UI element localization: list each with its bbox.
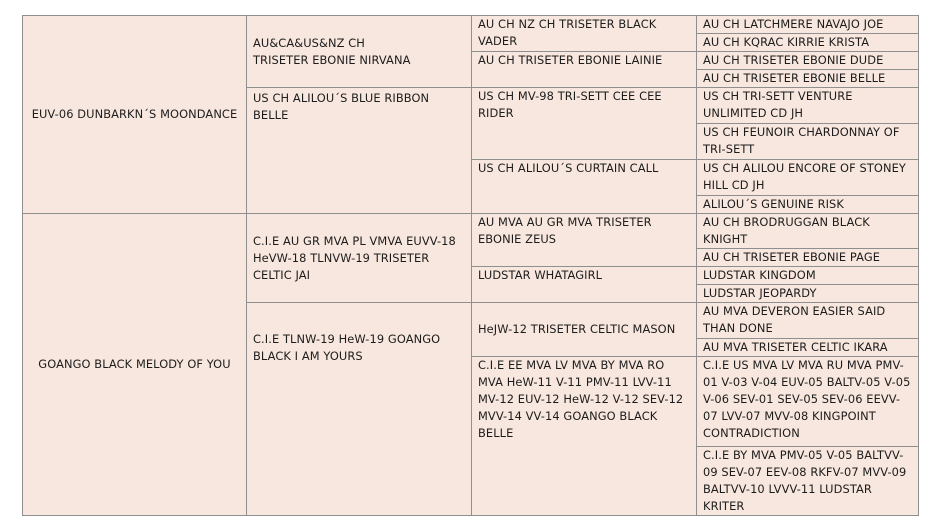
dam-name: GOANGO BLACK MELODY OF YOU [23,214,247,516]
dss-name: AU MVA AU GR MVA TRISETER EBONIE ZEUS [472,214,697,267]
sddd-name: ALILOU´S GENUINE RISK [697,196,919,214]
sire-sire-name: AU&CA&US&NZ CH TRISETER EBONIE NIRVANA [247,16,472,88]
sdds-name: US CH ALILOU ENCORE OF STONEY HILL CD JH [697,160,919,196]
ddds-name: C.I.E US MVA LV MVA RU MVA PMV-01 V-03 V-04 EUV-05 BALTV-05 V-05 V-06 SEV-01 SEV-05 SEV-06 EEVV-07 LVV-07 MVV-08 KINGPOINT CONTRADICTION [697,357,919,447]
sire-dam-label: US CH ALILOU´S BLUE RIBBON BELLE [253,91,430,122]
ssdd-name: AU CH TRISETER EBONIE BELLE [697,70,919,88]
dam-sire-name: C.I.E AU GR MVA PL VMVA EUVV-18 HeVW-18 TLNVW-19 TRISETER CELTIC JAI [247,214,472,303]
ddss-name: AU MVA DEVERON EASIER SAID THAN DONE [697,303,919,339]
dddd-name: C.I.E BY MVA PMV-05 V-05 BALTVV-09 SEV-07 EEV-08 RKFV-07 MVV-09 BALTVV-10 LVVV-11 LUDSTAR KRITER [697,447,919,516]
dssd-name: AU CH TRISETER EBONIE PAGE [697,249,919,267]
dsdd-name: LUDSTAR JEOPARDY [697,285,919,303]
dsds-name: LUDSTAR KINGDOM [697,267,919,285]
dsd-name: LUDSTAR WHATAGIRL [472,267,697,303]
sdsd-name: US CH FEUNOIR CHARDONNAY OF TRI-SETT [697,124,919,160]
ddsd-name: AU MVA TRISETER CELTIC IKARA [697,339,919,357]
sire-dam-name [247,88,472,214]
sds-name: US CH MV-98 TRI-SETT CEE CEE RIDER [472,88,697,160]
pedigree-table [22,15,919,516]
sire-name: EUV-06 DUNBARKN´S MOONDANCE [23,16,247,214]
sssd-name: AU CH KQRAC KIRRIE KRISTA [697,34,919,52]
sdss-name: US CH TRI-SETT VENTURE UNLIMITED CD JH [697,88,919,124]
ssss-name: AU CH LATCHMERE NAVAJO JOE [697,16,919,34]
dam-dam-name: C.I.E TLNW-19 HeW-19 GOANGO BLACK I AM YOURS [247,303,472,516]
ssds-name: AU CH TRISETER EBONIE DUDE [697,52,919,70]
sdd-name: US CH ALILOU´S CURTAIN CALL [472,160,697,214]
sss-name: AU CH NZ CH TRISETER BLACK VADER [472,16,697,52]
dsss-name: AU CH BRODRUGGAN BLACK KNIGHT [697,214,919,249]
ddd-name: C.I.E EE MVA LV MVA BY MVA RO MVA HeW-11 V-11 PMV-11 LVV-11 MV-12 EUV-12 HeW-12 V-12 SEV-12 MVV-14 VV-14 GOANGO BLACK BELLE [472,357,697,516]
dds-name: HeJW-12 TRISETER CELTIC MASON [472,303,697,357]
ssd-name: AU CH TRISETER EBONIE LAINIE [472,52,697,88]
